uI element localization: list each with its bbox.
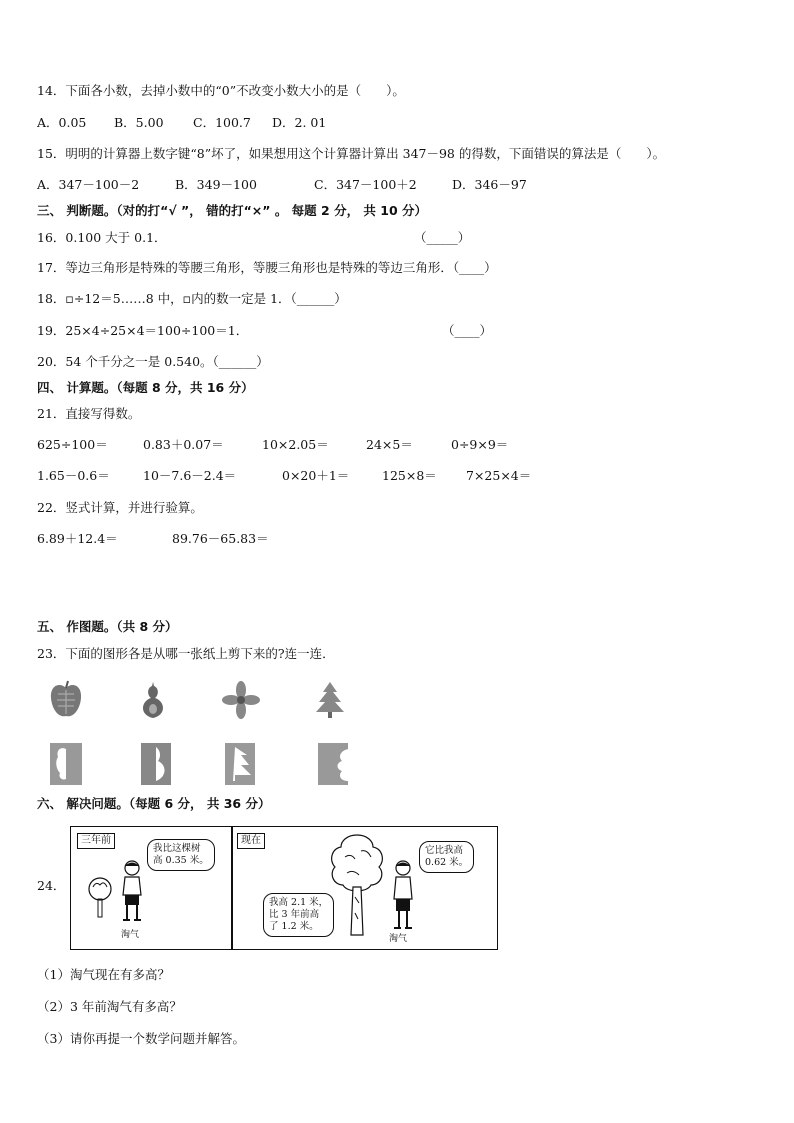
bubble-line: 高 0.35 米。 <box>153 855 209 866</box>
question-14: 14．下面各小数，去掉小数中的“0”不改变小数大小的是（ ）。 <box>37 83 405 98</box>
speech-bubble-right <box>419 841 474 873</box>
calc-item: 125×8＝ <box>382 468 437 483</box>
tree-shape-icon <box>313 680 347 720</box>
vertical-calc-item: 6.89＋12.4＝ <box>37 531 118 546</box>
question-19-answer-blank[interactable]: （____） <box>442 323 493 338</box>
bubble-line: 它比我高 <box>425 845 464 856</box>
boy-figure-icon <box>119 859 145 923</box>
calc-item: 10×2.05＝ <box>262 437 329 452</box>
bubble-line: 我比这棵树 <box>153 843 201 854</box>
q15-option-b: B．349－100 <box>175 177 257 192</box>
bubble-line: 0.62 米。 <box>425 857 469 868</box>
section-6-heading: 六、 解决问题。（每题 6 分， 共 36 分） <box>37 796 271 811</box>
now-tag: 现在 <box>237 833 265 849</box>
question-23-title: 23．下面的图形各是从哪一张纸上剪下来的?连一连． <box>37 646 335 661</box>
question-24-part-3: （3）请你再提一个数学问题并解答。 <box>37 1031 245 1046</box>
question-24-part-2: （2）3 年前淘气有多高？ <box>37 999 182 1014</box>
calc-item: 0.83＋0.07＝ <box>143 437 224 452</box>
big-tree-icon <box>325 831 389 941</box>
paper-tree-cut-icon <box>225 743 255 785</box>
vertical-calc-item: 89.76－65.83＝ <box>172 531 269 546</box>
question-15: 15．明明的计算器上数字键“8”坏了，如果想用这个计算器计算出 347－98 的得数，下面错误的算法是（ ）。 <box>37 146 666 161</box>
panel-now <box>233 827 497 949</box>
section-4-heading: 四、 计算题。（每题 8 分，共 16 分） <box>37 380 254 395</box>
question-21-title: 21．直接写得数。 <box>37 406 141 421</box>
calc-item: 0×20＋1＝ <box>282 468 350 483</box>
three-years-ago-tag: 三年前 <box>77 833 115 849</box>
q14-option-c: C．100.7 <box>193 115 251 130</box>
calc-item: 7×25×4＝ <box>466 468 532 483</box>
boy-figure-now-icon <box>391 859 415 931</box>
calc-item: 24×5＝ <box>366 437 413 452</box>
flower-shape-icon <box>222 680 260 720</box>
question-16: 16．0.100 大于 0.1． <box>37 230 167 245</box>
bubble-line: 比 3 年前高 <box>269 909 320 920</box>
paper-apple-cut-icon <box>50 743 82 785</box>
bubble-line: 了 1.2 米。 <box>269 921 319 932</box>
kid-name-right: 淘气 <box>389 934 408 944</box>
kid-name-left: 淘气 <box>121 930 140 940</box>
paper-flower-cut-icon <box>318 743 348 785</box>
bubble-line: 我高 2.1 米， <box>269 897 329 908</box>
q14-option-a: A．0.05 <box>37 115 87 130</box>
small-tree-icon <box>87 877 113 919</box>
panel-three-years-ago <box>71 827 231 949</box>
section-5-heading: 五、 作图题。（共 8 分） <box>37 619 178 634</box>
question-24-part-1: （1）淘气现在有多高？ <box>37 967 170 982</box>
speech-bubble-tree <box>263 893 334 937</box>
paper-gourd-cut-icon <box>141 743 171 785</box>
apple-shape-icon <box>48 680 84 720</box>
question-20: 20．54 个千分之一是 0.540。（______） <box>37 354 269 369</box>
gourd-shape-icon <box>137 680 169 720</box>
calc-item: 10－7.6－2.4＝ <box>143 468 237 483</box>
q15-option-a: A．347－100－2 <box>37 177 140 192</box>
speech-bubble-left <box>147 839 215 871</box>
calc-item: 625÷100＝ <box>37 437 108 452</box>
question-24-label: 24． <box>37 878 66 893</box>
question-18: 18．▫÷12＝5……8 中，▫内的数一定是 1．（______） <box>37 291 347 306</box>
comic-illustration <box>70 826 498 950</box>
q15-option-c: C．347－100＋2 <box>314 177 417 192</box>
question-16-answer-blank[interactable]: （_____） <box>414 230 471 245</box>
calc-item: 1.65－0.6＝ <box>37 468 110 483</box>
q15-option-d: D．346－97 <box>452 177 527 192</box>
q14-option-b: B．5.00 <box>114 115 164 130</box>
question-17: 17．等边三角形是特殊的等腰三角形，等腰三角形也是特殊的等边三角形．（____） <box>37 260 497 275</box>
question-22-title: 22．竖式计算，并进行验算。 <box>37 500 203 515</box>
question-19: 19．25×4÷25×4＝100÷100＝1． <box>37 323 249 338</box>
calc-item: 0÷9×9＝ <box>451 437 509 452</box>
q14-option-d: D．2. 01 <box>272 115 327 130</box>
section-3-heading: 三、 判断题。（对的打“√ ”， 错的打“×” 。 每题 2 分， 共 10 分） <box>37 203 428 218</box>
